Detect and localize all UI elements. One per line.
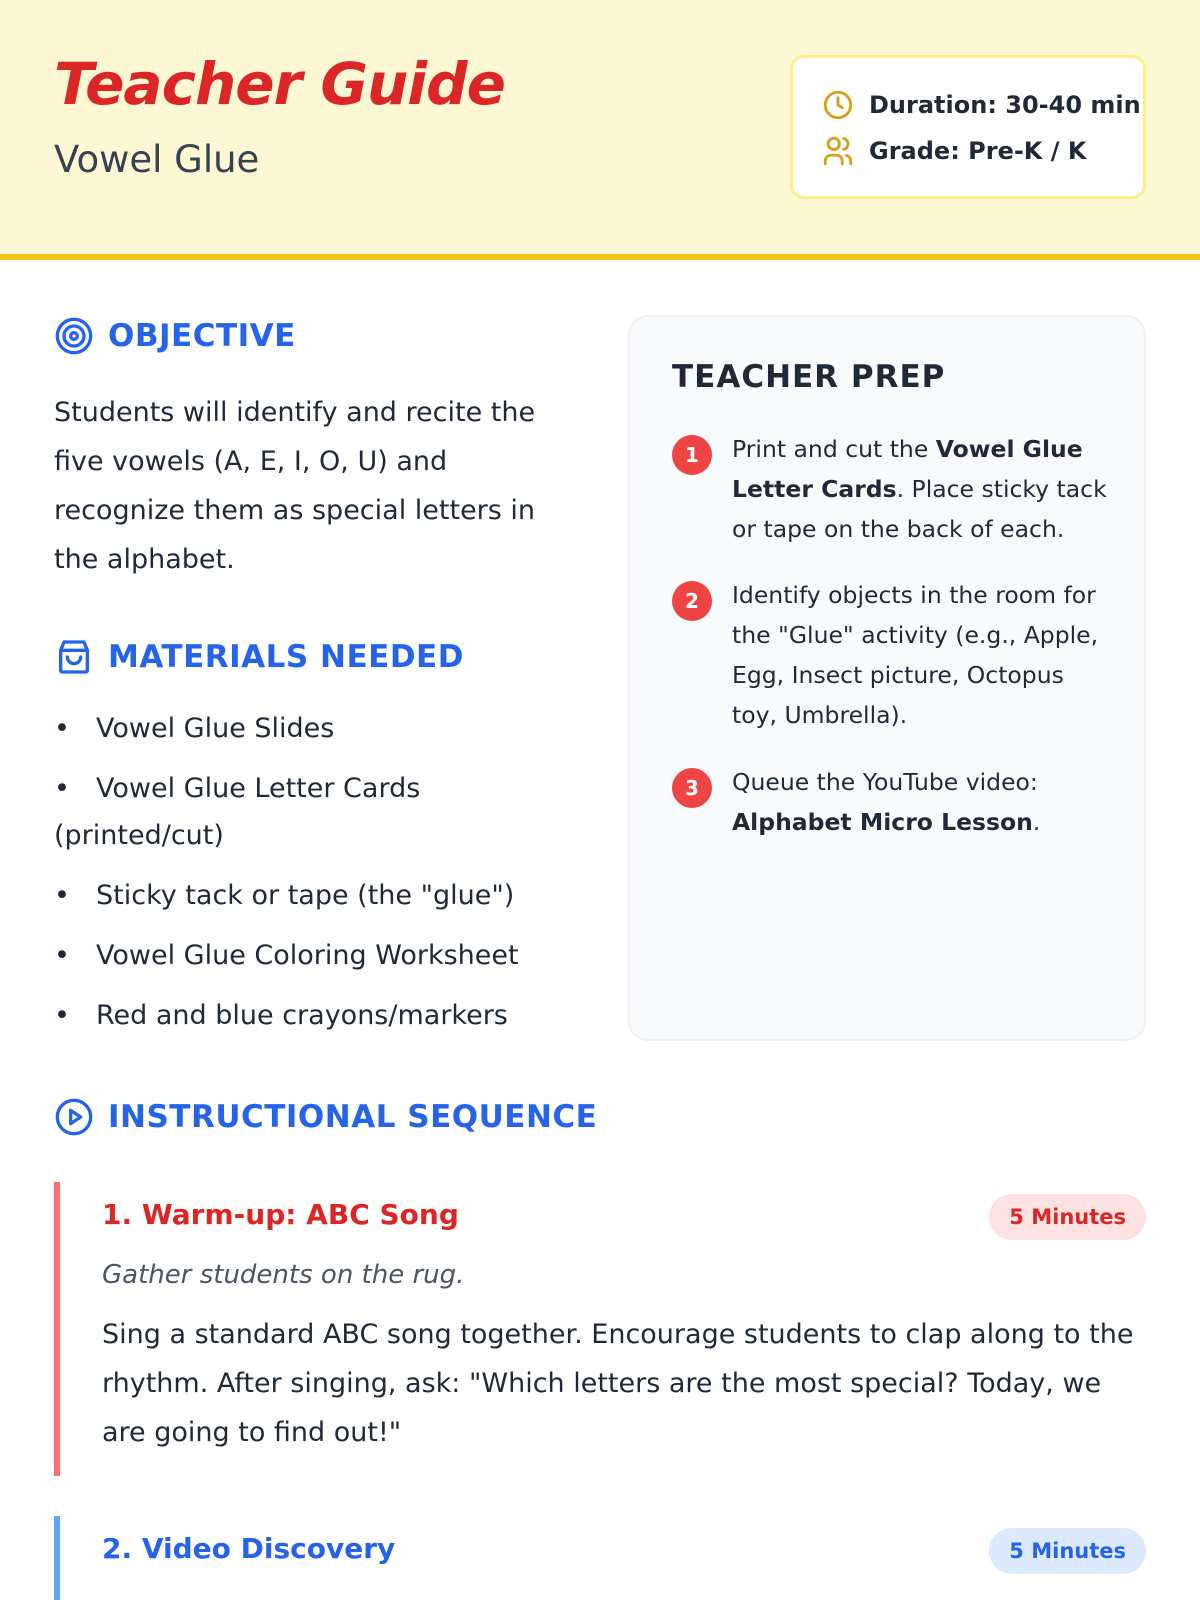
step-title: 2. Video Discovery bbox=[102, 1532, 396, 1565]
sequence-step-card bbox=[54, 1516, 1146, 1600]
sequence-heading-text: INSTRUCTIONAL SEQUENCE bbox=[108, 1099, 598, 1135]
step-number-badge: 2 bbox=[672, 581, 712, 621]
step-number-badge: 1 bbox=[672, 435, 712, 475]
sequence-heading bbox=[54, 1097, 597, 1137]
duration-badge: 5 Minutes bbox=[989, 1194, 1146, 1240]
prep-step bbox=[672, 762, 1112, 842]
list-item: • Vowel Glue Letter Cards (printed/cut) bbox=[54, 773, 421, 851]
step-title: 1. Warm-up: ABC Song bbox=[102, 1198, 459, 1231]
step-note: Gather students on the rug. bbox=[102, 1260, 465, 1290]
teacher-prep-heading: TEACHER PREP bbox=[672, 359, 946, 395]
duration-text: Duration: 30-40 min bbox=[869, 91, 1141, 119]
step-number-badge: 3 bbox=[672, 768, 712, 808]
grade-text: Grade: Pre-K / K bbox=[869, 137, 1087, 165]
step-accent-bar bbox=[54, 1182, 60, 1476]
duration-row bbox=[821, 88, 1141, 122]
teacher-prep-panel bbox=[628, 315, 1146, 1041]
list-item: • Vowel Glue Slides bbox=[54, 713, 335, 744]
target-icon bbox=[54, 316, 94, 356]
prep-step-text: Queue the YouTube video: Alphabet Micro Lesson. bbox=[732, 768, 1041, 836]
prep-step bbox=[672, 429, 1112, 549]
materials-heading-text: MATERIALS NEEDED bbox=[108, 639, 464, 675]
page-header bbox=[0, 0, 1200, 260]
objective-heading-text: OBJECTIVE bbox=[108, 318, 296, 354]
users-icon bbox=[821, 134, 855, 168]
step-body: Sing a standard ABC song together. Encourage students to clap along to the rhythm. After singing, ask: "Which letters are the most special? Today, we are going to find out!" bbox=[102, 1319, 1134, 1448]
list-item: • Red and blue crayons/markers bbox=[54, 1000, 508, 1031]
objective-heading bbox=[54, 316, 296, 356]
objective-text: Students will identify and recite the five vowels (A, E, I, O, U) and recognize them as special letters in the alphabet. bbox=[54, 397, 536, 575]
page-subtitle: Vowel Glue bbox=[54, 138, 260, 181]
step-accent-bar bbox=[54, 1516, 60, 1600]
list-item: • Vowel Glue Coloring Worksheet bbox=[54, 940, 519, 971]
prep-step bbox=[672, 575, 1112, 735]
materials-heading bbox=[54, 637, 464, 677]
clock-icon bbox=[821, 88, 855, 122]
lesson-meta-box bbox=[790, 55, 1146, 199]
sequence-step-card bbox=[54, 1182, 1146, 1476]
page-title: Teacher Guide bbox=[54, 50, 505, 118]
duration-badge: 5 Minutes bbox=[989, 1528, 1146, 1574]
prep-step-text: Print and cut the Vowel Glue Letter Cards. Place sticky tack or tape on the back of each. bbox=[732, 435, 1107, 543]
materials-list bbox=[54, 705, 594, 1052]
shopping-bag-icon bbox=[54, 637, 94, 677]
prep-step-text: Identify objects in the room for the "Glue" activity (e.g., Apple, Egg, Insect picture, Octopus toy, Umbrella). bbox=[732, 581, 1099, 729]
list-item: • Sticky tack or tape (the "glue") bbox=[54, 880, 515, 911]
play-circle-icon bbox=[54, 1097, 94, 1137]
grade-row bbox=[821, 134, 1086, 168]
